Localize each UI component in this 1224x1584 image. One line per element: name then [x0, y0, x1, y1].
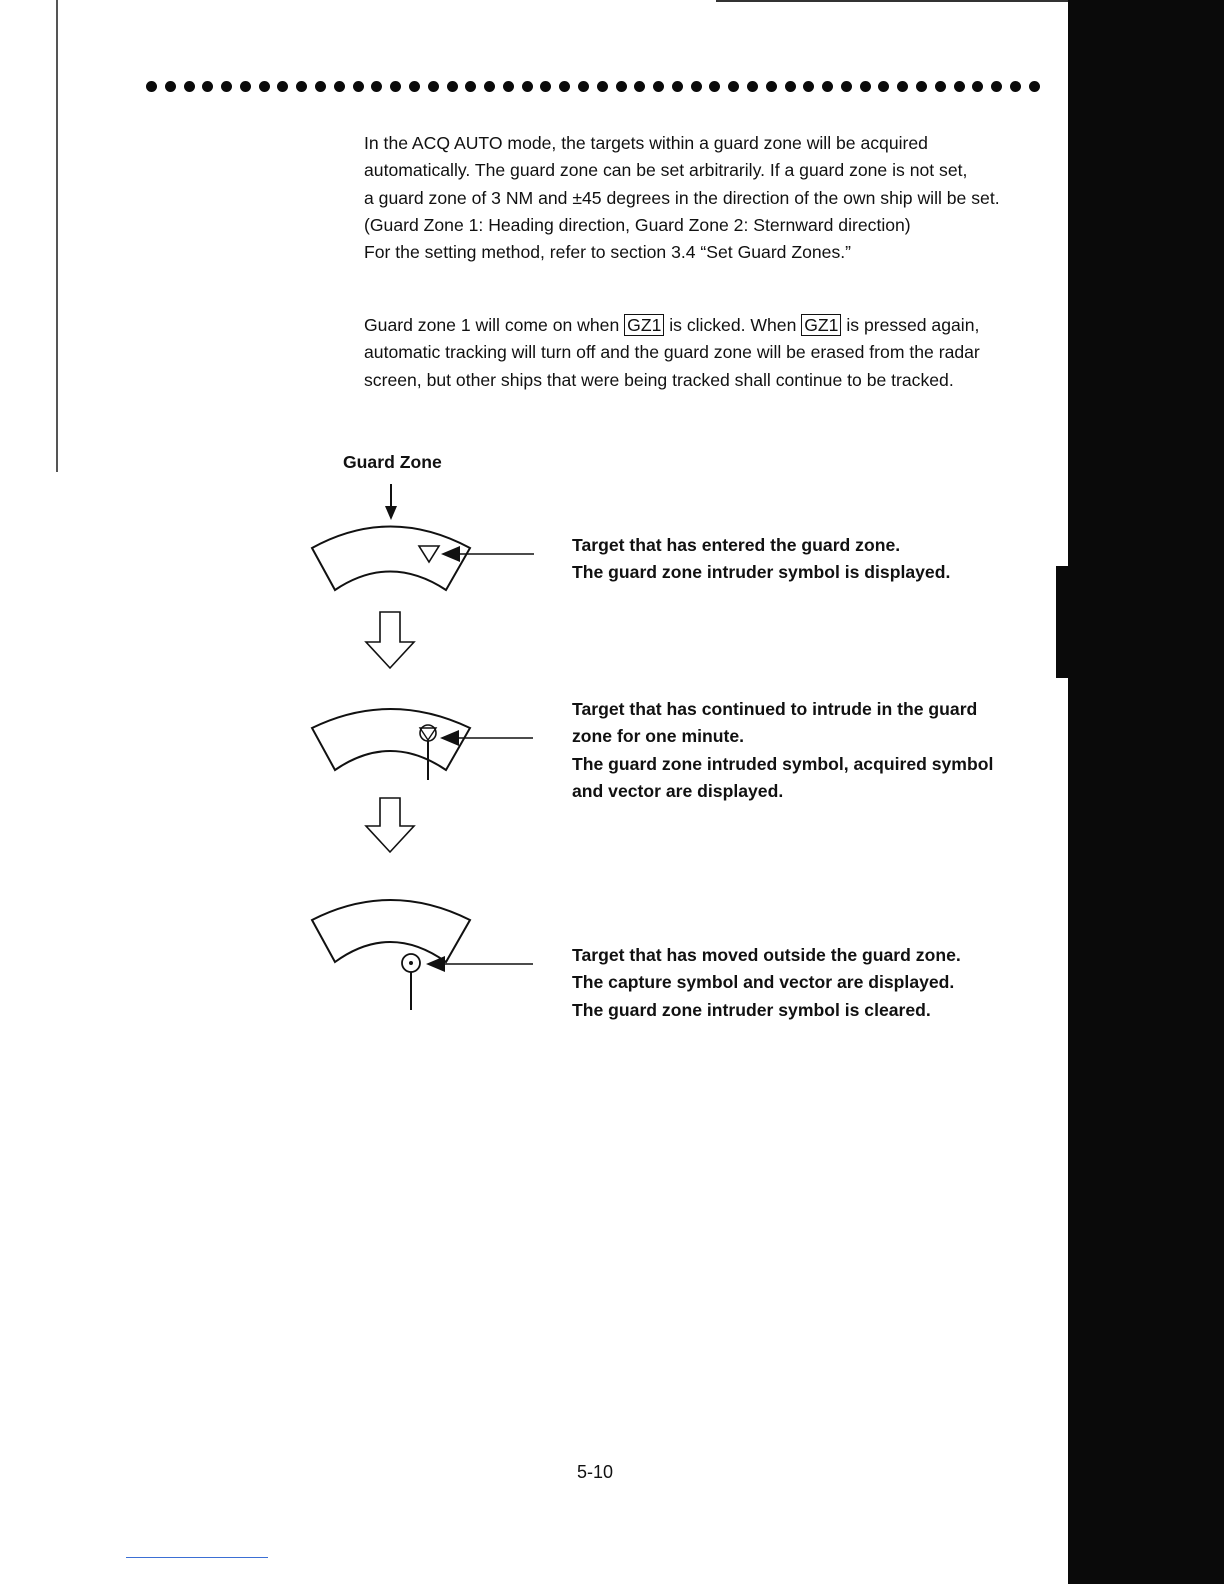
- gz1-line: [364, 312, 1054, 339]
- header-dot: [841, 81, 852, 92]
- step-line: The capture symbol and vector are displayed.: [572, 972, 955, 993]
- guard-zone-label: Guard Zone: [343, 452, 442, 472]
- step-line: Target that has moved outside the guard zone.: [572, 945, 961, 965]
- header-dot: [972, 81, 983, 92]
- header-dot: [785, 81, 796, 92]
- header-dot: [691, 81, 702, 92]
- gz1-line: screen, but other ships that were being tracked shall continue to be tracked.: [364, 369, 954, 390]
- step-2-description: [572, 696, 993, 805]
- header-dot: [428, 81, 439, 92]
- gz1-line: automatic tracking will turn off and the guard zone will be erased from the radar: [364, 342, 980, 363]
- header-dot: [897, 81, 908, 92]
- intro-line: (Guard Zone 1: Heading direction, Guard Zone 2: Sternward direction): [364, 214, 911, 235]
- step-line: The guard zone intruded symbol, acquired symbol: [572, 753, 994, 774]
- intro-line: a guard zone of 3 NM and ±45 degrees in the direction of the own ship will be set.: [364, 187, 1000, 208]
- page-number: 5-10: [577, 1462, 614, 1482]
- header-dot: [954, 81, 965, 92]
- header-dot: [315, 81, 326, 92]
- gz1-key: GZ1: [624, 314, 664, 336]
- step-line: Target that has entered the guard zone.: [572, 535, 901, 555]
- guard-zone-sector-3: [312, 900, 470, 962]
- page-edge-bar: [1068, 0, 1224, 1584]
- down-arrow-icon: [366, 798, 414, 852]
- step-line: and vector are displayed.: [572, 780, 784, 801]
- header-dot: [371, 81, 382, 92]
- gz1-paragraph: [364, 312, 1054, 394]
- header-dot: [390, 81, 401, 92]
- header-dot: [277, 81, 288, 92]
- header-dot: [597, 81, 608, 92]
- header-dot-row: [146, 76, 1040, 96]
- step-line: The guard zone intruder symbol is cleared.: [572, 999, 931, 1020]
- header-dot: [803, 81, 814, 92]
- header-dot: [353, 81, 364, 92]
- leader-arrow-icon: [441, 546, 460, 562]
- guard-zone-figure: [290, 480, 550, 1020]
- guard-zone-sector-1: [312, 527, 470, 591]
- down-arrow-icon: [366, 612, 414, 668]
- intro-paragraph: [364, 130, 1054, 266]
- header-dot: [559, 81, 570, 92]
- header-dot: [1029, 81, 1040, 92]
- header-dot: [822, 81, 833, 92]
- step-line: The guard zone intruder symbol is displayed.: [572, 562, 951, 583]
- header-dot: [465, 81, 476, 92]
- top-rule: [716, 0, 1068, 2]
- step-line: zone for one minute.: [572, 726, 745, 747]
- header-dot: [578, 81, 589, 92]
- header-dot: [259, 81, 270, 92]
- zone-pointer-arrow-head: [385, 506, 397, 520]
- header-dot: [296, 81, 307, 92]
- header-dot: [540, 81, 551, 92]
- header-dot: [860, 81, 871, 92]
- leader-arrow-icon: [426, 956, 445, 972]
- header-dot: [653, 81, 664, 92]
- header-dot: [503, 81, 514, 92]
- intro-line: In the ACQ AUTO mode, the targets within a guard zone will be acquired: [364, 133, 928, 153]
- header-dot: [1010, 81, 1021, 92]
- header-dot: [146, 81, 157, 92]
- step-1-description: [572, 532, 950, 587]
- header-dot: [709, 81, 720, 92]
- header-dot: [634, 81, 645, 92]
- gz1-key: GZ1: [801, 314, 841, 336]
- gz1-text: is pressed again,: [841, 315, 980, 335]
- header-dot: [522, 81, 533, 92]
- header-dot: [165, 81, 176, 92]
- header-dot: [409, 81, 420, 92]
- footer-rule: [126, 1557, 268, 1558]
- gz1-text: Guard zone 1 will come on when: [364, 315, 625, 335]
- intro-line: For the setting method, refer to section 3.4 “Set Guard Zones.”: [364, 242, 851, 263]
- gz1-text: is clicked. When: [664, 315, 802, 335]
- leader-arrow-icon: [440, 730, 459, 746]
- header-dot: [334, 81, 345, 92]
- left-margin-rule: [56, 0, 58, 472]
- capture-symbol-dot: [409, 961, 413, 965]
- header-dot: [240, 81, 251, 92]
- header-dot: [616, 81, 627, 92]
- header-dot: [766, 81, 777, 92]
- step-line: Target that has continued to intrude in the guard: [572, 699, 978, 719]
- header-dot: [747, 81, 758, 92]
- header-dot: [935, 81, 946, 92]
- header-dot: [484, 81, 495, 92]
- header-dot: [878, 81, 889, 92]
- header-dot: [728, 81, 739, 92]
- intruder-symbol-icon: [419, 546, 439, 562]
- header-dot: [202, 81, 213, 92]
- step-3-description: [572, 942, 961, 1024]
- chapter-tab: [1056, 566, 1070, 678]
- header-dot: [916, 81, 927, 92]
- intro-line: automatically. The guard zone can be set arbitrarily. If a guard zone is not set,: [364, 160, 968, 181]
- header-dot: [221, 81, 232, 92]
- header-dot: [672, 81, 683, 92]
- header-dot: [447, 81, 458, 92]
- header-dot: [184, 81, 195, 92]
- header-dot: [991, 81, 1002, 92]
